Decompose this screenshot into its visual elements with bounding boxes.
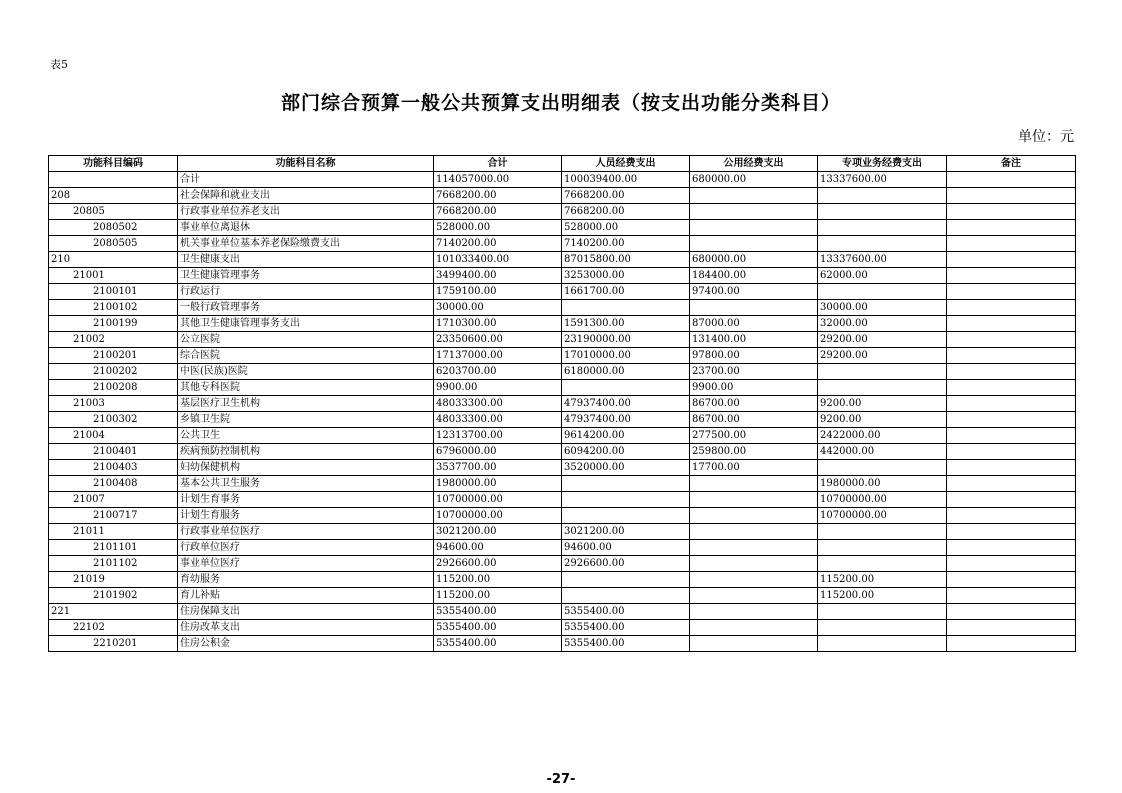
cell-special: 29200.00 <box>818 348 947 364</box>
table-row <box>49 524 1076 540</box>
cell-personnel: 7668200.00 <box>562 188 690 204</box>
cell-personnel: 100039400.00 <box>562 172 690 188</box>
cell-personnel: 7668200.00 <box>562 204 690 220</box>
table-header-row <box>49 156 1076 172</box>
cell-personnel: 3520000.00 <box>562 460 690 476</box>
cell-special: 2422000.00 <box>818 428 947 444</box>
header-public: 公用经费支出 <box>690 156 818 172</box>
cell-note <box>947 524 1076 540</box>
cell-total: 3499400.00 <box>434 268 562 284</box>
cell-public: 680000.00 <box>690 172 818 188</box>
cell-note <box>947 284 1076 300</box>
cell-personnel: 9614200.00 <box>562 428 690 444</box>
cell-special <box>818 364 947 380</box>
table-row <box>49 348 1076 364</box>
cell-personnel <box>562 572 690 588</box>
cell-note <box>947 204 1076 220</box>
cell-code: 21001 <box>49 268 178 284</box>
cell-personnel <box>562 588 690 604</box>
page-number: -27- <box>546 772 576 787</box>
cell-code: 2101102 <box>49 556 178 572</box>
cell-special: 9200.00 <box>818 412 947 428</box>
cell-code: 2100199 <box>49 316 178 332</box>
cell-special: 13337600.00 <box>818 252 947 268</box>
cell-note <box>947 636 1076 652</box>
cell-name: 住房改革支出 <box>178 620 434 636</box>
table-row <box>49 636 1076 652</box>
table-row <box>49 508 1076 524</box>
cell-special <box>818 460 947 476</box>
cell-name: 其他专科医院 <box>178 380 434 396</box>
cell-note <box>947 412 1076 428</box>
cell-personnel: 47937400.00 <box>562 412 690 428</box>
cell-name: 基本公共卫生服务 <box>178 476 434 492</box>
cell-personnel <box>562 300 690 316</box>
cell-public: 23700.00 <box>690 364 818 380</box>
cell-name: 住房保障支出 <box>178 604 434 620</box>
table-row <box>49 332 1076 348</box>
cell-name: 公立医院 <box>178 332 434 348</box>
cell-code: 2100302 <box>49 412 178 428</box>
header-total: 合计 <box>434 156 562 172</box>
cell-special: 62000.00 <box>818 268 947 284</box>
cell-code: 21019 <box>49 572 178 588</box>
cell-personnel: 94600.00 <box>562 540 690 556</box>
cell-personnel <box>562 380 690 396</box>
cell-special: 10700000.00 <box>818 508 947 524</box>
budget-table <box>48 155 1076 652</box>
cell-public: 97800.00 <box>690 348 818 364</box>
cell-total: 17137000.00 <box>434 348 562 364</box>
cell-note <box>947 236 1076 252</box>
cell-special: 10700000.00 <box>818 492 947 508</box>
cell-name: 合计 <box>178 172 434 188</box>
cell-note <box>947 556 1076 572</box>
cell-special <box>818 636 947 652</box>
cell-special <box>818 220 947 236</box>
cell-public <box>690 524 818 540</box>
cell-name: 行政事业单位医疗 <box>178 524 434 540</box>
table-body <box>49 172 1076 652</box>
cell-note <box>947 508 1076 524</box>
cell-name: 疾病预防控制机构 <box>178 444 434 460</box>
cell-code: 21002 <box>49 332 178 348</box>
cell-special <box>818 284 947 300</box>
cell-total: 115200.00 <box>434 572 562 588</box>
cell-total: 528000.00 <box>434 220 562 236</box>
cell-name: 公共卫生 <box>178 428 434 444</box>
page-title: 部门综合预算一般公共预算支出明细表（按支出功能分类科目） <box>280 92 841 114</box>
cell-public: 131400.00 <box>690 332 818 348</box>
cell-name: 社会保障和就业支出 <box>178 188 434 204</box>
cell-public <box>690 572 818 588</box>
cell-code: 20805 <box>49 204 178 220</box>
cell-name: 行政单位医疗 <box>178 540 434 556</box>
cell-public: 9900.00 <box>690 380 818 396</box>
cell-special: 13337600.00 <box>818 172 947 188</box>
cell-special: 9200.00 <box>818 396 947 412</box>
cell-code: 2100202 <box>49 364 178 380</box>
cell-note <box>947 476 1076 492</box>
cell-code: 2100102 <box>49 300 178 316</box>
cell-special <box>818 556 947 572</box>
cell-personnel: 3021200.00 <box>562 524 690 540</box>
cell-code: 210 <box>49 252 178 268</box>
cell-public: 86700.00 <box>690 396 818 412</box>
table-row <box>49 220 1076 236</box>
table-row <box>49 380 1076 396</box>
cell-note <box>947 492 1076 508</box>
header-name: 功能科目名称 <box>178 156 434 172</box>
cell-name: 乡镇卫生院 <box>178 412 434 428</box>
cell-name: 卫生健康管理事务 <box>178 268 434 284</box>
cell-note <box>947 444 1076 460</box>
cell-note <box>947 348 1076 364</box>
table-row <box>49 188 1076 204</box>
cell-name: 行政运行 <box>178 284 434 300</box>
cell-code: 2100408 <box>49 476 178 492</box>
cell-code: 2101902 <box>49 588 178 604</box>
cell-personnel: 1591300.00 <box>562 316 690 332</box>
cell-total: 10700000.00 <box>434 492 562 508</box>
cell-personnel: 47937400.00 <box>562 396 690 412</box>
cell-name: 中医(民族)医院 <box>178 364 434 380</box>
cell-special <box>818 540 947 556</box>
cell-personnel: 6180000.00 <box>562 364 690 380</box>
cell-public: 97400.00 <box>690 284 818 300</box>
cell-name: 基层医疗卫生机构 <box>178 396 434 412</box>
cell-personnel: 7140200.00 <box>562 236 690 252</box>
header-personnel: 人员经费支出 <box>562 156 690 172</box>
cell-public <box>690 300 818 316</box>
cell-public <box>690 588 818 604</box>
cell-code: 2080502 <box>49 220 178 236</box>
cell-special: 32000.00 <box>818 316 947 332</box>
cell-note <box>947 460 1076 476</box>
cell-total: 7668200.00 <box>434 204 562 220</box>
cell-personnel: 1661700.00 <box>562 284 690 300</box>
cell-total: 114057000.00 <box>434 172 562 188</box>
table-row <box>49 620 1076 636</box>
cell-note <box>947 172 1076 188</box>
cell-public: 184400.00 <box>690 268 818 284</box>
cell-personnel: 5355400.00 <box>562 636 690 652</box>
cell-public <box>690 604 818 620</box>
cell-note <box>947 220 1076 236</box>
cell-total: 5355400.00 <box>434 636 562 652</box>
cell-note <box>947 572 1076 588</box>
cell-total: 3537700.00 <box>434 460 562 476</box>
table-row <box>49 444 1076 460</box>
header-code: 功能科目编码 <box>49 156 178 172</box>
cell-personnel: 87015800.00 <box>562 252 690 268</box>
cell-personnel: 5355400.00 <box>562 604 690 620</box>
cell-code: 21011 <box>49 524 178 540</box>
cell-personnel <box>562 476 690 492</box>
table-row <box>49 364 1076 380</box>
cell-note <box>947 380 1076 396</box>
cell-total: 7668200.00 <box>434 188 562 204</box>
cell-special <box>818 524 947 540</box>
table-row <box>49 476 1076 492</box>
cell-note <box>947 316 1076 332</box>
cell-special: 29200.00 <box>818 332 947 348</box>
table-number-label: 表5 <box>50 58 68 71</box>
cell-name: 机关事业单位基本养老保险缴费支出 <box>178 236 434 252</box>
cell-code <box>49 172 178 188</box>
cell-total: 94600.00 <box>434 540 562 556</box>
cell-note <box>947 364 1076 380</box>
cell-public: 277500.00 <box>690 428 818 444</box>
cell-personnel: 2926600.00 <box>562 556 690 572</box>
cell-special: 115200.00 <box>818 588 947 604</box>
cell-note <box>947 540 1076 556</box>
cell-total: 5355400.00 <box>434 604 562 620</box>
cell-personnel: 23190000.00 <box>562 332 690 348</box>
cell-public <box>690 492 818 508</box>
cell-personnel: 528000.00 <box>562 220 690 236</box>
cell-code: 2101101 <box>49 540 178 556</box>
cell-special: 1980000.00 <box>818 476 947 492</box>
cell-total: 30000.00 <box>434 300 562 316</box>
cell-total: 10700000.00 <box>434 508 562 524</box>
cell-name: 卫生健康支出 <box>178 252 434 268</box>
cell-total: 48033300.00 <box>434 396 562 412</box>
cell-public: 86700.00 <box>690 412 818 428</box>
cell-total: 3021200.00 <box>434 524 562 540</box>
unit-label: 单位：元 <box>1018 129 1074 145</box>
cell-name: 计划生育服务 <box>178 508 434 524</box>
cell-special <box>818 604 947 620</box>
table-row <box>49 540 1076 556</box>
table-row <box>49 428 1076 444</box>
table-row <box>49 556 1076 572</box>
cell-public: 259800.00 <box>690 444 818 460</box>
cell-code: 2080505 <box>49 236 178 252</box>
table-row <box>49 236 1076 252</box>
cell-total: 1980000.00 <box>434 476 562 492</box>
cell-code: 2100208 <box>49 380 178 396</box>
cell-special: 442000.00 <box>818 444 947 460</box>
cell-public <box>690 508 818 524</box>
cell-code: 2100201 <box>49 348 178 364</box>
cell-total: 1710300.00 <box>434 316 562 332</box>
cell-public <box>690 620 818 636</box>
table-row <box>49 412 1076 428</box>
cell-name: 育幼服务 <box>178 572 434 588</box>
cell-public <box>690 236 818 252</box>
cell-special <box>818 620 947 636</box>
cell-note <box>947 428 1076 444</box>
cell-total: 6203700.00 <box>434 364 562 380</box>
cell-code: 2100403 <box>49 460 178 476</box>
cell-total: 1759100.00 <box>434 284 562 300</box>
cell-note <box>947 268 1076 284</box>
cell-name: 住房公积金 <box>178 636 434 652</box>
table-row <box>49 204 1076 220</box>
cell-public <box>690 636 818 652</box>
cell-personnel: 6094200.00 <box>562 444 690 460</box>
table-row <box>49 604 1076 620</box>
cell-total: 101033400.00 <box>434 252 562 268</box>
cell-total: 2926600.00 <box>434 556 562 572</box>
cell-public <box>690 540 818 556</box>
cell-note <box>947 188 1076 204</box>
cell-name: 妇幼保健机构 <box>178 460 434 476</box>
cell-name: 其他卫生健康管理事务支出 <box>178 316 434 332</box>
header-note: 备注 <box>947 156 1076 172</box>
cell-name: 事业单位离退休 <box>178 220 434 236</box>
cell-special: 30000.00 <box>818 300 947 316</box>
cell-public <box>690 188 818 204</box>
cell-personnel: 5355400.00 <box>562 620 690 636</box>
cell-public <box>690 476 818 492</box>
cell-special <box>818 204 947 220</box>
cell-total: 9900.00 <box>434 380 562 396</box>
cell-code: 2100717 <box>49 508 178 524</box>
cell-note <box>947 588 1076 604</box>
cell-total: 115200.00 <box>434 588 562 604</box>
cell-code: 221 <box>49 604 178 620</box>
cell-public: 87000.00 <box>690 316 818 332</box>
cell-note <box>947 252 1076 268</box>
cell-total: 7140200.00 <box>434 236 562 252</box>
cell-name: 一般行政管理事务 <box>178 300 434 316</box>
cell-public <box>690 556 818 572</box>
cell-personnel: 17010000.00 <box>562 348 690 364</box>
table-row <box>49 396 1076 412</box>
cell-note <box>947 332 1076 348</box>
cell-name: 事业单位医疗 <box>178 556 434 572</box>
cell-name: 综合医院 <box>178 348 434 364</box>
cell-special <box>818 188 947 204</box>
cell-note <box>947 604 1076 620</box>
cell-total: 6796000.00 <box>434 444 562 460</box>
cell-code: 2100401 <box>49 444 178 460</box>
cell-total: 48033300.00 <box>434 412 562 428</box>
table-row <box>49 300 1076 316</box>
cell-personnel <box>562 492 690 508</box>
cell-public <box>690 204 818 220</box>
cell-special: 115200.00 <box>818 572 947 588</box>
cell-code: 208 <box>49 188 178 204</box>
table-row <box>49 316 1076 332</box>
cell-public <box>690 220 818 236</box>
cell-code: 21004 <box>49 428 178 444</box>
cell-code: 2100101 <box>49 284 178 300</box>
cell-name: 育儿补贴 <box>178 588 434 604</box>
table-row <box>49 284 1076 300</box>
cell-total: 5355400.00 <box>434 620 562 636</box>
cell-public: 17700.00 <box>690 460 818 476</box>
cell-special <box>818 380 947 396</box>
cell-code: 2210201 <box>49 636 178 652</box>
table-row <box>49 252 1076 268</box>
cell-code: 21007 <box>49 492 178 508</box>
cell-total: 12313700.00 <box>434 428 562 444</box>
table-row <box>49 460 1076 476</box>
table-row <box>49 572 1076 588</box>
cell-code: 21003 <box>49 396 178 412</box>
cell-total: 23350600.00 <box>434 332 562 348</box>
table-row <box>49 172 1076 188</box>
cell-name: 计划生育事务 <box>178 492 434 508</box>
cell-personnel: 3253000.00 <box>562 268 690 284</box>
table-row <box>49 268 1076 284</box>
cell-special <box>818 236 947 252</box>
cell-name: 行政事业单位养老支出 <box>178 204 434 220</box>
cell-personnel <box>562 508 690 524</box>
cell-code: 22102 <box>49 620 178 636</box>
cell-public: 680000.00 <box>690 252 818 268</box>
cell-note <box>947 300 1076 316</box>
table-row <box>49 492 1076 508</box>
cell-note <box>947 620 1076 636</box>
cell-note <box>947 396 1076 412</box>
table-row <box>49 588 1076 604</box>
header-special: 专项业务经费支出 <box>818 156 947 172</box>
